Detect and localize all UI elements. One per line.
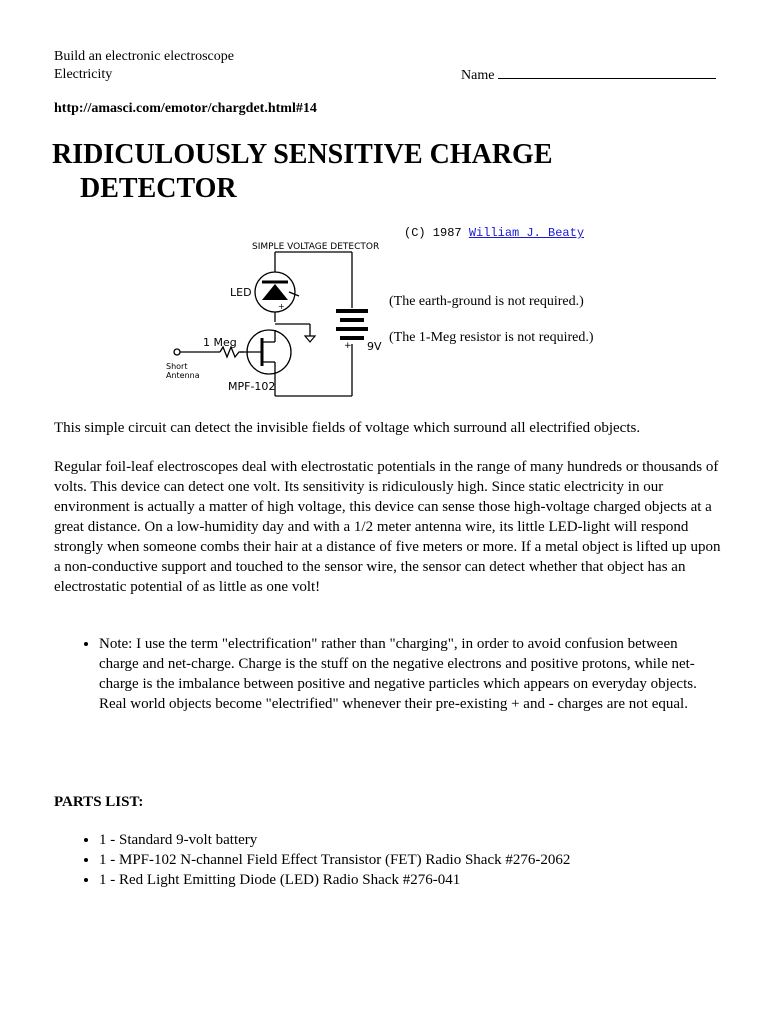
intro-paragraph: This simple circuit can detect the invisible fields of voltage which surround all electrified objects. [54,420,641,436]
resistor-label: 1 Meg [203,336,237,349]
name-label: Name [461,68,495,83]
copyright-prefix: (C) 1987 [404,226,462,240]
worksheet-title: Build an electronic electroscope [54,49,234,64]
copyright-line [404,226,584,240]
led-diode-triangle [262,284,288,300]
led-label: LED [230,286,252,299]
ground-note: (The earth-ground is not required.) [389,294,584,309]
led-emit-arrow [289,292,299,296]
worksheet-subject: Electricity [54,67,113,82]
page-title [52,138,712,206]
battery-label: 9V [367,340,382,353]
note-bullet: • Note: I use the term "electrification" rather than "charging", in order to avoid confusion between charge and net-charge. Charge is the stuff on the negative electrons and positive protons, while net-charge is the imbalance between positive and negative particles which appears on everyday objects. Real world objects become "electrified" whenever their pre-existing + and - charges are not equal. [99,634,714,714]
circuit-schematic [162,236,390,398]
author-link[interactable]: William J. Beaty [468,226,585,240]
antenna-label-1: Short [166,362,188,371]
name-blank-line[interactable] [498,66,716,79]
parts-list-item: • 1 - Standard 9-volt battery [99,830,744,850]
schematic-title: SIMPLE VOLTAGE DETECTOR [252,242,380,252]
sensitivity-paragraph: Regular foil-leaf electroscopes deal with electrostatic potentials in the range of many hundreds or thousands of volts. This device can detect one volt. Its sensitivity is ridiculously high. Since static electricity in our environment is actually a matter of high voltage, this device can sense those high-voltage charged objects at a great distance. On a low-humidity day and with a 1/2 meter antenna wire, its little LED-light will respond strongly when someone combs their hair at a distance of five meters or more. If a metal object is lifted up upon a non-conductive support and touched to the sensor wire, the sensor can detect whether that object has an electrostatic potential of as little as one volt! [54,459,721,595]
title-line-1: RIDICULOUSLY SENSITIVE CHARGE [52,139,553,170]
parts-list-heading: PARTS LIST: [54,794,144,810]
parts-list [54,830,744,890]
source-url: http://amasci.com/emotor/chargdet.html#14 [54,101,317,116]
antenna-label-2: Antenna [166,371,200,380]
parts-list-item: • 1 - MPF-102 N-channel Field Effect Transistor (FET) Radio Shack #276-2062 [99,850,744,870]
ground-symbol [305,336,315,342]
note-list [54,634,714,714]
resistor-note: (The 1-Meg resistor is not required.) [389,330,594,345]
title-line-2: DETECTOR [80,173,237,204]
led-plus-sign: + [278,302,285,311]
transistor-label: MPF-102 [228,380,276,393]
antenna-terminal [174,349,180,355]
battery-symbol [336,311,368,338]
battery-plus-sign: + [344,341,352,351]
name-field[interactable] [461,66,716,85]
parts-list-item: • 1 - Red Light Emitting Diode (LED) Radio Shack #276-041 [99,870,744,890]
